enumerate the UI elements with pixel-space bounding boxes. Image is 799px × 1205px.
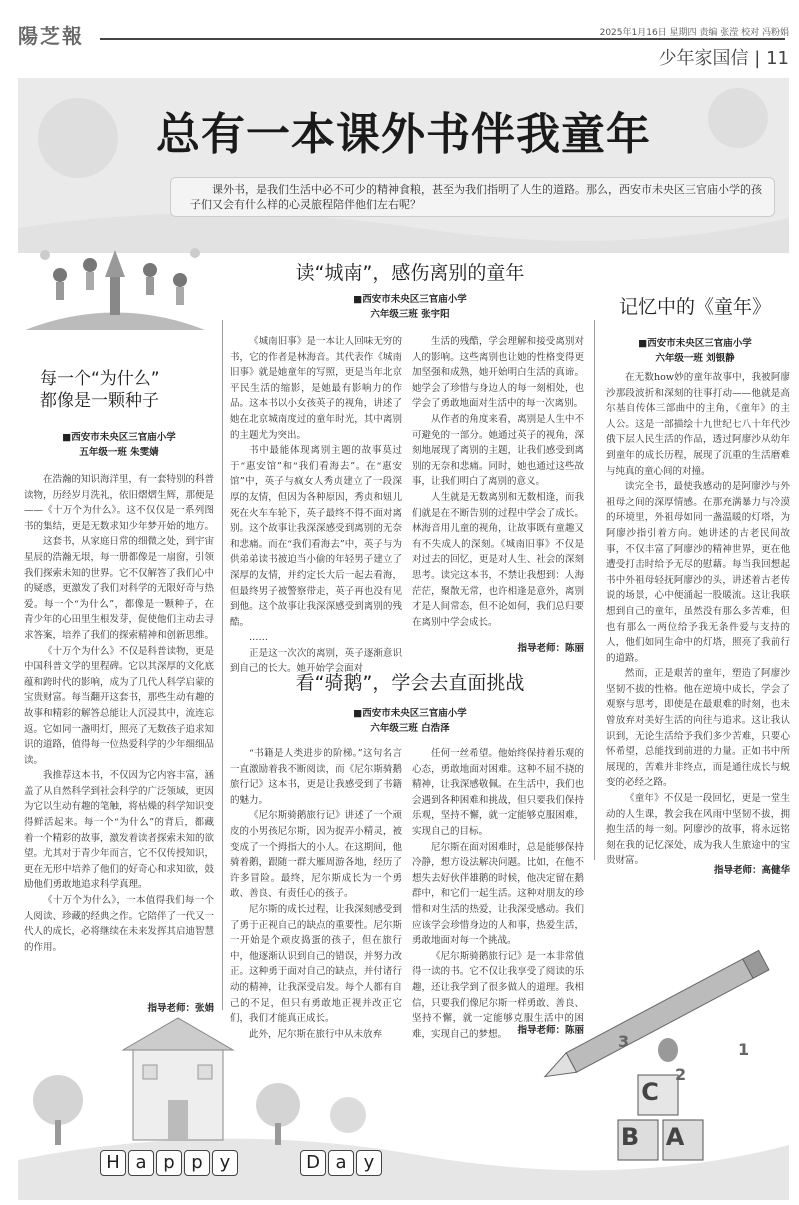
right-article-body (606, 370, 790, 869)
paragraph: 此外，尼尔斯在旅行中从未放弃 (249, 1028, 383, 1040)
page-title: 总有一本课外书伴我童年 (156, 109, 651, 160)
paragraph: 在浩瀚的知识海洋里，有一套特别的科普读物，历经岁月洗礼，依旧熠熠生辉，那便是——《十万个为什么》。这不仅仅是一系列图书的集结，更是无数求知少年梦开始的地方。 (24, 474, 215, 532)
left-title-line1: 每一个“为什么” (40, 369, 160, 389)
paragraph: 《尼尔斯骑鹅旅行记》是一本非常值得一读的书。它不仅让我享受了阅读的乐趣，还让我学到了很多做人的道理。我相信，只要我们像尼尔斯一样勇敢、善良、坚持不懈，就一定能够克服生活中的困难，实现自己的梦想。 (412, 950, 584, 1040)
number-3: 3 (618, 1032, 630, 1051)
happy-letter: a (128, 1150, 154, 1176)
paragraph: 书中最能体现离别主题的故事莫过于“惠安馆”和“我们看海去”。在“惠安馆”中，英子与疯女人秀贞建立了一段深厚的友情，但因为各种原因，秀贞和妞儿死在火车车轮下，英子最终不得不面对离别。这个故事让我深深感受到离别的无奈和悲痛。而在“我们看海去”中，英子与为供弟弟读书被迫当小偷的年轻男子建立了深厚的友情，并约定长大后一起去看海，但最终男子被警察带走，英子再也没有见到他。这个故事让我深深感受到离别的残酷。 (230, 445, 402, 628)
paragraph: 《十万个为什么》，一本值得我们每一个人阅读、珍藏的经典之作。它陪伴了一代又一代人的成长，必将继续在未来发挥其启迪智慧的作用。 (24, 895, 215, 953)
happy-banner (100, 1150, 240, 1176)
paragraph: 这套书，从家庭日常的细微之处，到宇宙星辰的浩瀚无垠，每一册都像是一扇窗，引领我们探索未知的世界。它不仅解答了我们心中的疑惑，更激发了我们对科学的无限好奇与热爱。每一个“为什么”，都像是一颗种子，在青少年的心田里生根发芽，促使他们主动去寻求答案，培养了我们的探索精神和创新思维。 (24, 536, 215, 641)
day-banner (300, 1150, 384, 1176)
paragraph: 然而，正是艰苦的童年，塑造了阿廖沙坚韧不拔的性格。他在逆境中成长，学会了观察与思考，即使是在最艰难的时刻，也未曾放弃对美好生活的向往与追求。这让我认识到，无论生活给予我们多少苦难，只要心怀希望，总能找到前进的力量。正如书中所展现的，苦难并非终点，而是通往成长与蜕变的必经之路。 (606, 668, 790, 789)
column-divider-right (594, 320, 595, 860)
mid-bottom-byline-author: 六年级三班 白浩泽 (370, 723, 450, 734)
paragraph: 尼尔斯的成长过程，让我深刻感受到了勇于正视自己的缺点的重要性。尼尔斯一开始是个顽皮捣蛋的孩子，但在旅行中，他逐渐认识到自己的错误，并努力改正。这种勇于面对自己的缺点，并付诸行动的精神，让我深受启发。每个人都有自己的不足，但只有勇敢地正视并改正它们，我们才能真正成长。 (230, 903, 402, 1025)
paragraph: 尼尔斯在面对困难时，总是能够保持冷静，想方设法解决问题。比如，在他不想失去好伙伴雄鹅的时候，他决定留在鹅群中，和它们一起生活。这种对朋友的珍惜和对生活的热爱，让我深受感动。我们应该学会珍惜身边的人和事，热爱生活，勇敢地面对每一个挑战。 (412, 841, 584, 947)
section-divider: | (754, 48, 767, 69)
right-teacher: 指导老师：高健华 (713, 865, 790, 876)
paragraph: 《尼尔斯骑鹅旅行记》讲述了一个顽皮的小男孩尼尔斯，因为捉弄小精灵，被变成了一个拇指大的小人。在这期间，他骑着鹅，跟随一群大雁周游各地，经历了许多冒险。最终，尼尔斯成长为一个勇敢、善良、有责任心的孩子。 (230, 810, 402, 900)
mid-bottom-byline-school: ■西安市未央区三官庙小学 (353, 708, 467, 719)
left-article-title (40, 368, 210, 412)
left-byline-school: ■西安市未央区三官庙小学 (62, 432, 176, 443)
intro-text: 课外书，是我们生活中必不可少的精神食粮，甚至为我们指明了人生的道路。那么，西安市未央区三官庙小学的孩子们又会有什么样的心灵旅程陪伴他们左右呢？ (190, 183, 762, 211)
mid-top-col2 (412, 334, 584, 630)
mid-top-byline (230, 292, 590, 322)
left-byline-author: 五年级一班 朱雯婧 (79, 447, 159, 458)
column-divider-left (222, 320, 223, 1010)
mid-top-byline-author: 六年级三班 张宇阳 (370, 309, 450, 320)
mid-top-teacher: 指导老师：陈丽 (517, 643, 584, 654)
mid-bottom-byline (230, 706, 590, 736)
newspaper-logo: 陽芝報 (18, 24, 84, 48)
section-title (560, 44, 789, 70)
right-byline (600, 336, 790, 366)
paragraph: 正是这一次次的离别，英子逐渐意识到自己的长大。她开始学会面对 (230, 647, 402, 675)
left-article-body (24, 472, 214, 955)
mid-bottom-title: 看“骑鹅”，学会去直面挑战 (295, 672, 525, 694)
section-name: 少年家国信 (658, 48, 749, 69)
paragraph: 我推荐这本书，不仅因为它内容丰富，涵盖了从自然科学到社会科学的广泛领域，更因为它以生动有趣的笔触，将枯燥的科学知识变得鲜活起来。每一个“为什么”的背后，都藏着一个精彩的故事，激发着读者探索未知的欲望。尤其对于青少年而言，它不仅传授知识，更在无形中培养了他们的好奇心和求知欲，鼓励他们勇敢地追求科学真理。 (24, 770, 215, 891)
kids-illustration (20, 235, 210, 335)
mid-top-byline-school: ■西安市未央区三官庙小学 (353, 294, 467, 305)
paragraph: 人生就是无数离别和无数相逢，而我们就是在不断告别的过程中学会了成长。林海音用儿童的视角，让故事既有童趣又有不失成人的深刻。《城南旧事》不仅是对过去的回忆，更是对人生、社会的深刻思考。读完这本书，不禁让我想到：人海茫茫，聚散无常，也许相逢是意外，离别才是人间常态，但不论如何，我们总归要在离别中学会成长。 (412, 491, 584, 628)
block-letter-b: B (620, 1123, 640, 1151)
right-article-title: 记忆中的《童年》 (618, 296, 771, 318)
left-teacher: 指导老师：张娟 (147, 1003, 214, 1014)
dateline: 2025年1月16日 星期四 责编 张滢 校对 冯粉娟 (599, 28, 789, 38)
paragraph: 任何一丝希望。他始终保持着乐观的心态，勇敢地面对困难。这种不屈不挠的精神，让我深感敬佩。在生活中，我们也会遇到各种困难和挑战，但只要我们保持乐观，坚持不懈，就一定能够克服困难，实现自己的目标。 (412, 748, 584, 837)
paragraph: 在无数how妙的童年故事中，我被阿廖沙那段波折和深刻的往事打动——他就是高尔基自传体三部曲中的主角，《童年》的主人公。这是一部描绘十九世纪七八十年代沙俄下层人民生活的作品，透过阿廖沙从幼年到童年的成长历程，展现了沉重的生活磨难与纯真的童心间的对撞。 (606, 372, 790, 477)
left-byline (24, 430, 214, 460)
right-byline-author: 六年级一班 刘银静 (655, 353, 735, 364)
paragraph: 《城南旧事》是一本让人回味无穷的书，它的作者是林海音。其代表作《城南旧事》就是她童年的写照，更是当年北京平民生活的缩影，是她最有影响力的作品。这本书以小女孩英子的视角，讲述了她在北京城南度过的童年时光，其中离别的主题尤为突出。 (230, 336, 402, 441)
happy-letter: p (156, 1150, 182, 1176)
number-1: 1 (738, 1040, 750, 1059)
happy-letter: y (212, 1150, 238, 1176)
mid-top-title: 读“城南”，感伤离别的童年 (295, 262, 525, 284)
mid-bottom-teacher: 指导老师：陈丽 (517, 1025, 584, 1036)
paragraph: 从作者的角度来看，离别是人生中不可避免的一部分。她通过英子的视角，深刻地展现了离别的主题，让我们感受到离别的无奈和悲痛。同时，她也通过这些故事，让我们明白了离别的意义。 (412, 413, 584, 488)
left-title-line2: 都像是一颗种子 (40, 391, 159, 411)
block-letter-c: C (641, 1078, 659, 1106)
block-letter-a: A (665, 1123, 685, 1151)
header-rule (100, 38, 785, 40)
number-2: 2 (675, 1065, 687, 1084)
day-letter: y (356, 1150, 382, 1176)
mid-top-col1 (230, 334, 402, 677)
paragraph: 读完全书，最使我感动的是阿廖沙与外祖母之间的深厚情感。在那充满暴力与冷漠的环境里，外祖母如同一盏温暖的灯塔，为阿廖沙指引着方向。她讲述的古老民间故事，不仅丰富了阿廖沙的精神世界，更在他遭受打击时给予无尽的慰藉。每当我回想起书中外祖母轻抚阿廖沙的头，讲述着古老传说的场景，心中便涌起一股暖流。这让我联想到自己的童年，虽然没有那么多苦难，但也有那么一两位给予我无条件爱与支持的人，他们如同生命中的灯塔，照亮了我前行的道路。 (606, 481, 790, 664)
paragraph: “书籍是人类进步的阶梯。”这句名言一直激励着我不断阅读，而《尼尔斯骑鹅旅行记》这本书，更是让我感受到了书籍的魅力。 (230, 748, 402, 806)
paragraph: …… (249, 632, 268, 644)
day-letter: D (300, 1150, 326, 1176)
happy-letter: p (184, 1150, 210, 1176)
paragraph: 生活的残酷，学会理解和接受离别对人的影响。这些离别也让她的性格变得更加坚强和成熟，她开始明白生活的真谛。她学会了珍惜与身边人的每一刻相处，也学会了勇敢地面对生活中的每一次离别。 (412, 336, 584, 410)
page-number: 11 (766, 48, 789, 69)
paragraph: 《童年》不仅是一段回忆，更是一堂生动的人生课，教会我在风雨中坚韧不拔，拥抱生活的每一刻。阿廖沙的故事，将永远铭刻在我的记忆深处，成为我人生旅途中的宝贵财富。 (606, 793, 790, 867)
happy-letter: H (100, 1150, 126, 1176)
right-byline-school: ■西安市未央区三官庙小学 (638, 338, 752, 349)
day-letter: a (328, 1150, 354, 1176)
paragraph: 《十万个为什么》不仅是科普读物，更是中国科普文学的里程碑。它以其深厚的文化底蕴和跨时代的影响，成为了几代人科学启蒙的宝贵财富。每当翻开这套书，那些生动有趣的故事和精彩的解答总能让人沉浸其中，流连忘返。它如同一盏明灯，照亮了无数孩子追求知识的道路，值得每一位热爱科学的少年细细品读。 (24, 645, 215, 766)
